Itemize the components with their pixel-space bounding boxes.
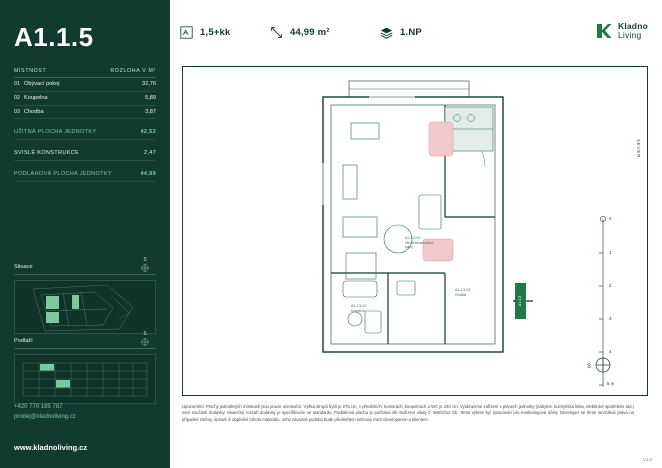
layout-icon xyxy=(180,26,193,39)
room-name: Chodba xyxy=(24,108,44,115)
disclaimer: Upozornění: Plochy jednotlivých místností jsou pouze orientační. Výška stropů bytů je 275 cm, v předsíních, komorách, koupelnách a WC je 240 cm. Vyobrazené zařízení v plánech jednotky (nábytek, kuchyňská linka, elektrické spotřebiče atd.) není součástí dodávky. Skutečný rozsah dodávky je specifikován ve standardu. Podlahová plocha je počítána dle Nařízení vlády č. 366/2013 Sb. Tento výkres byl zpracován pro marketingové účely. Developer se tímto nevzdává práva na případné změny, úpravě či doplnění tohoto materiálu. Jeho závazná podoba bude předmětem smlouvy mezi developerem a klientem. xyxy=(182,404,634,422)
scale-tick-2: 2 xyxy=(609,283,612,288)
room-number: 01 xyxy=(14,81,20,88)
brand-line1: Kladno xyxy=(617,21,648,31)
scale-tick-5: 5 m xyxy=(607,381,615,386)
situace-label: Situace xyxy=(14,264,33,270)
scale-tick-0: 0 xyxy=(609,216,612,221)
entry-unit-tag[interactable]: A1.1.5 xyxy=(515,283,526,319)
room-name: Obývací pokoj xyxy=(24,81,60,88)
contact-block xyxy=(14,403,76,422)
column-header-area: ROZLOHA V M² xyxy=(110,68,156,74)
table-row xyxy=(14,78,156,92)
podlazi-map[interactable] xyxy=(14,354,156,404)
header xyxy=(170,0,662,62)
situace-map[interactable] xyxy=(14,280,156,334)
fact-area-label: 44,99 m² xyxy=(290,27,330,38)
scale-tick-3: 3 xyxy=(609,316,612,321)
table-row xyxy=(14,92,156,106)
room-table xyxy=(14,68,156,182)
k-logo-icon xyxy=(596,23,612,39)
svg-text:Chodba: Chodba xyxy=(455,293,467,297)
fact-layout-label: 1,5+kk xyxy=(200,27,231,38)
compass-south-label: S xyxy=(587,364,592,370)
contact-phone[interactable]: +420 770 185 787 xyxy=(14,404,63,411)
room-name: Koupelna xyxy=(24,95,48,102)
room-label-living: A1.1.5.01 xyxy=(405,236,421,240)
fact-floor-label: 1.NP xyxy=(400,27,422,38)
floorplan-canvas[interactable] xyxy=(182,66,648,396)
brand-line2: Living xyxy=(617,29,642,40)
scale-bar xyxy=(595,209,629,399)
fact-area xyxy=(270,26,330,39)
north-label: SEVER xyxy=(636,139,641,159)
brand-text xyxy=(618,22,648,40)
room-label-hall: A1.1.5.03 xyxy=(455,288,471,292)
floor-icon xyxy=(380,26,393,39)
room-number: 02 xyxy=(14,95,20,102)
room-label-bath: A1.1.5.02 xyxy=(351,304,367,308)
podlazi-label: Podlaží xyxy=(14,338,33,344)
situace-compass: S xyxy=(134,258,156,275)
column-header-room: MÍSTNOST xyxy=(14,68,47,74)
area-icon xyxy=(270,26,283,39)
room-area: 32,76 xyxy=(142,81,156,88)
summary-floor-area: PODLAHOVÁ PLOCHA JEDNOTKY 44,99 xyxy=(14,167,156,182)
room-label-living-name: Ob\u00fdvac\u00ed xyxy=(405,241,433,245)
page-title: A1.1.5 xyxy=(14,22,94,52)
table-header xyxy=(14,68,156,78)
fact-floor xyxy=(380,26,422,39)
scale-tick-4: 4 xyxy=(609,349,612,354)
website-link[interactable]: www.kladnoliving.cz xyxy=(14,443,88,452)
brand-logo[interactable] xyxy=(596,22,648,40)
scale-tick-1: 1 xyxy=(609,250,612,255)
site-plan-diagram xyxy=(15,281,156,334)
version-label: V1.0 xyxy=(642,457,652,462)
summary-walls: SVISLÉ KONSTRUKCE 2,47 xyxy=(14,146,156,161)
compass-icon xyxy=(134,337,156,347)
fact-layout xyxy=(180,26,231,39)
contact-email[interactable]: prodej@kladnoliving.cz xyxy=(14,413,76,420)
svg-text:pokoj: pokoj xyxy=(405,245,413,249)
room-area: 5,89 xyxy=(145,95,156,102)
svg-text:Koupelna: Koupelna xyxy=(351,309,365,313)
summary-usable-area: UŽITNÁ PLOCHA JEDNOTKY 42,52 xyxy=(14,125,156,140)
room-number: 03 xyxy=(14,108,20,115)
room-area: 3,87 xyxy=(145,108,156,115)
podlazi-compass: S xyxy=(134,332,156,349)
sidebar xyxy=(0,0,170,468)
floorplan-drawing xyxy=(183,67,649,397)
table-row xyxy=(14,106,156,120)
compass-icon xyxy=(134,263,156,273)
floor-plan-diagram xyxy=(15,355,156,404)
